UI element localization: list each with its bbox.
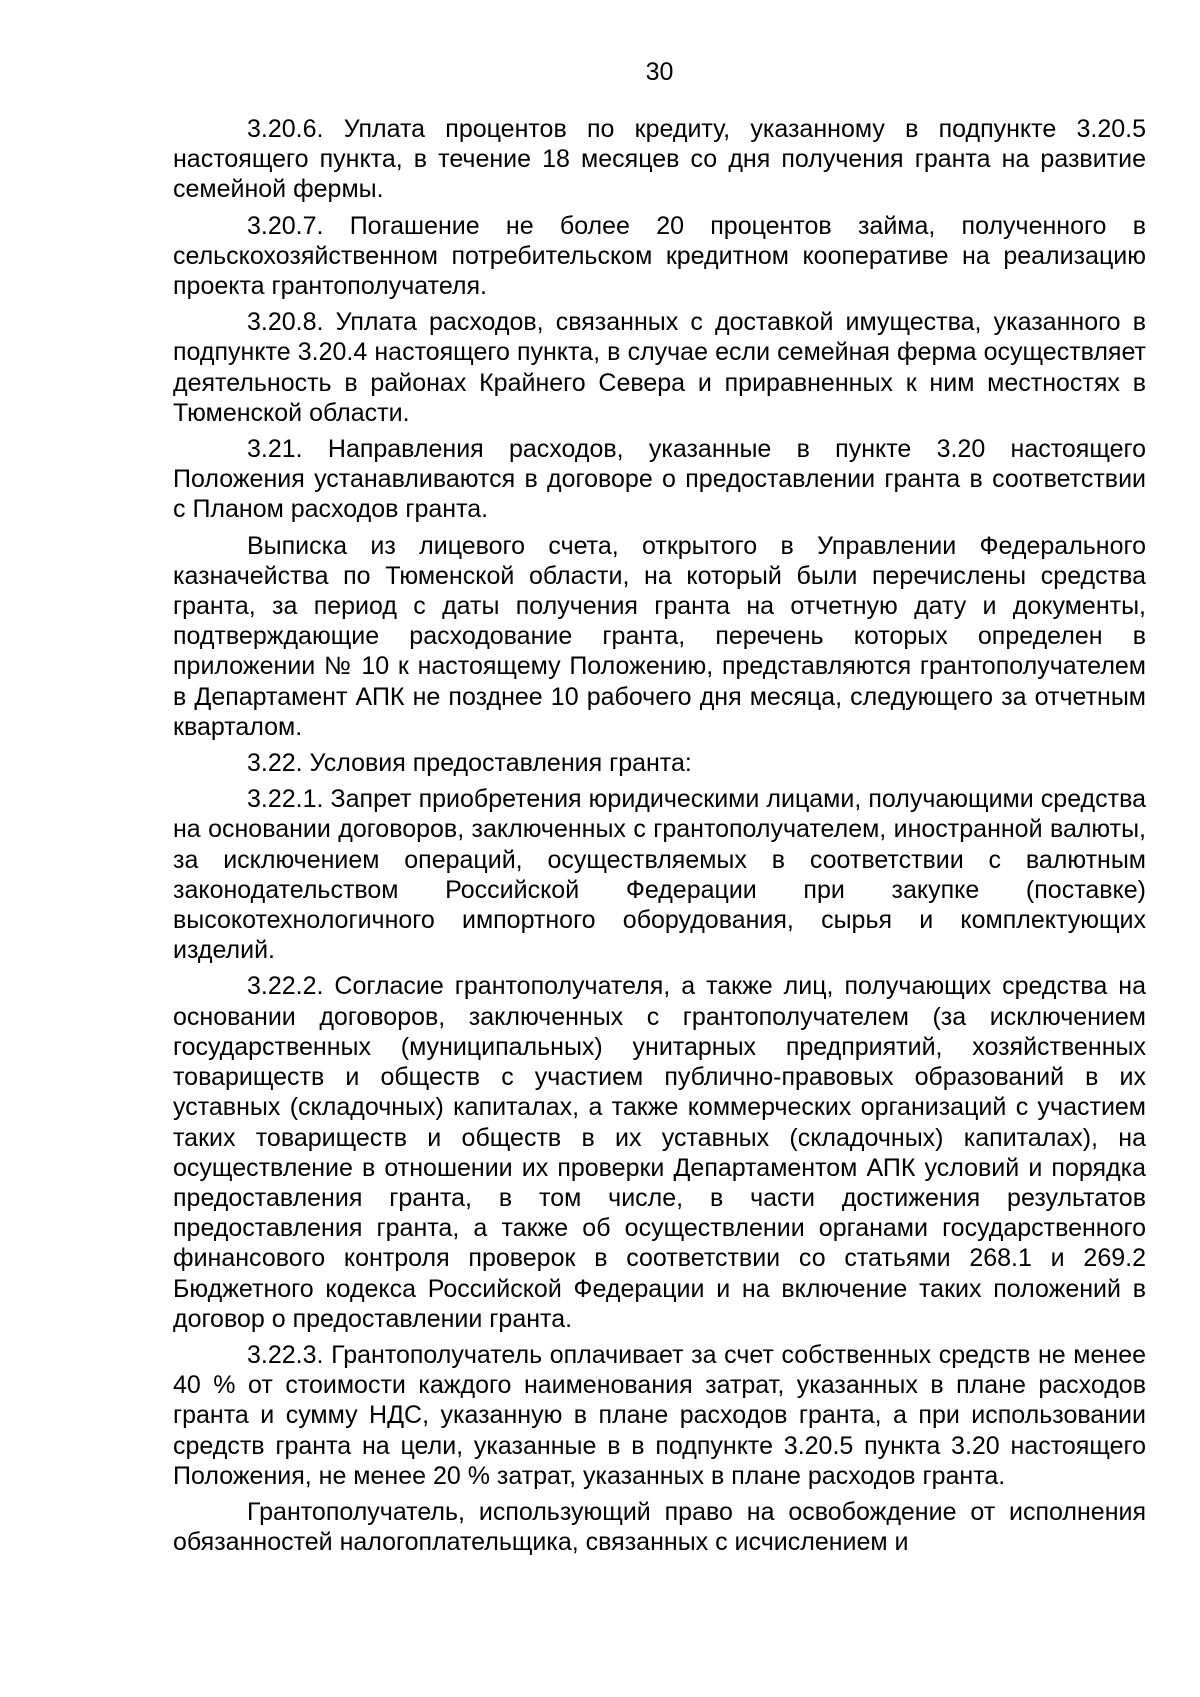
- paragraph-3-20-7: 3.20.7. Погашение не более 20 процентов займа, полученного в сельскохозяйственном потребительском кредитном кооперативе на реализацию проекта грантополучателя.: [173, 211, 1146, 301]
- paragraph-3-22: 3.22. Условия предоставления гранта:: [247, 749, 692, 778]
- paragraph-3-22-3: 3.22.3. Грантополучатель оплачивает за счет собственных средств не менее 40 % от стоимости каждого наименования затрат, указанных в плане расходов гранта и сумму НДС, указанную в плане расходов гранта, а при использовании средств гранта на цели, указанные в в подпункте 3.20.5 пункта 3.20 настоящего Положения, не менее 20 % затрат, указанных в плане расходов гранта.: [173, 1340, 1146, 1490]
- paragraph-3-20-6: 3.20.6. Уплата процентов по кредиту, указанному в подпункте 3.20.5 настоящего пункта, в течение 18 месяцев со дня получения гранта на развитие семейной фермы.: [173, 115, 1146, 204]
- paragraph-3-20-8: 3.20.8. Уплата расходов, связанных с доставкой имущества, указанного в подпункте 3.20.4 настоящего пункта, в случае если семейная ферма осуществляет деятельность в районах Крайнего Севера и приравненных к ним местностях в Тюменской области.: [173, 308, 1146, 427]
- paragraph-statement-extract: Выписка из лицевого счета, открытого в Управлении Федерального казначейства по Тюменской области, на который были перечислены средства гранта, за период с даты получения гранта на отчетную дату и документы, подтверждающие расходование гранта, перечень которых определен в приложении № 10 к настоящему Положению, представляются грантополучателем в Департамент АПК не позднее 10 рабочего дня месяца, следующего за отчетным кварталом.: [173, 531, 1146, 741]
- paragraph-grantee-exemption: Грантополучатель, использующий право на освобождение от исполнения обязанностей налогоплательщика, связанных с исчислением и: [173, 1497, 1146, 1557]
- page-number: 30: [645, 58, 674, 86]
- paragraph-3-21: 3.21. Направления расходов, указанные в пункте 3.20 настоящего Положения устанавливаются в договоре о предоставлении гранта в соответствии с Планом расходов гранта.: [173, 435, 1146, 524]
- paragraph-3-22-2: 3.22.2. Согласие грантополучателя, а также лиц, получающих средства на основании договоров, заключенных с грантополучателем (за исключением государственных (муниципальных) унитарных предприятий, хозяйственных товариществ и обществ с участием публично-правовых образований в их уставных (складочных) капиталах, а также коммерческих организаций с участием таких товариществ и обществ в их уставных (складочных) капиталах), на осуществление в отношении их проверки Департаментом АПК условий и порядка предоставления гранта, в том числе, в части достижения результатов предоставления гранта, а также об осуществлении органами государственного финансового контроля проверок в соответствии со статьями 268.1 и 269.2 Бюджетного кодекса Российской Федерации и на включение таких положений в договор о предоставлении гранта.: [173, 972, 1146, 1333]
- document-body: [173, 114, 1146, 1563]
- paragraph-3-22-1: 3.22.1. Запрет приобретения юридическими лицами, получающими средства на основании договоров, заключенных с грантополучателем, иностранной валюты, за исключением операций, осуществляемых в соответствии с валютным законодательством Российской Федерации при закупке (поставке) высокотехнологичного импортного оборудования, сырья и комплектующих изделий.: [173, 785, 1146, 965]
